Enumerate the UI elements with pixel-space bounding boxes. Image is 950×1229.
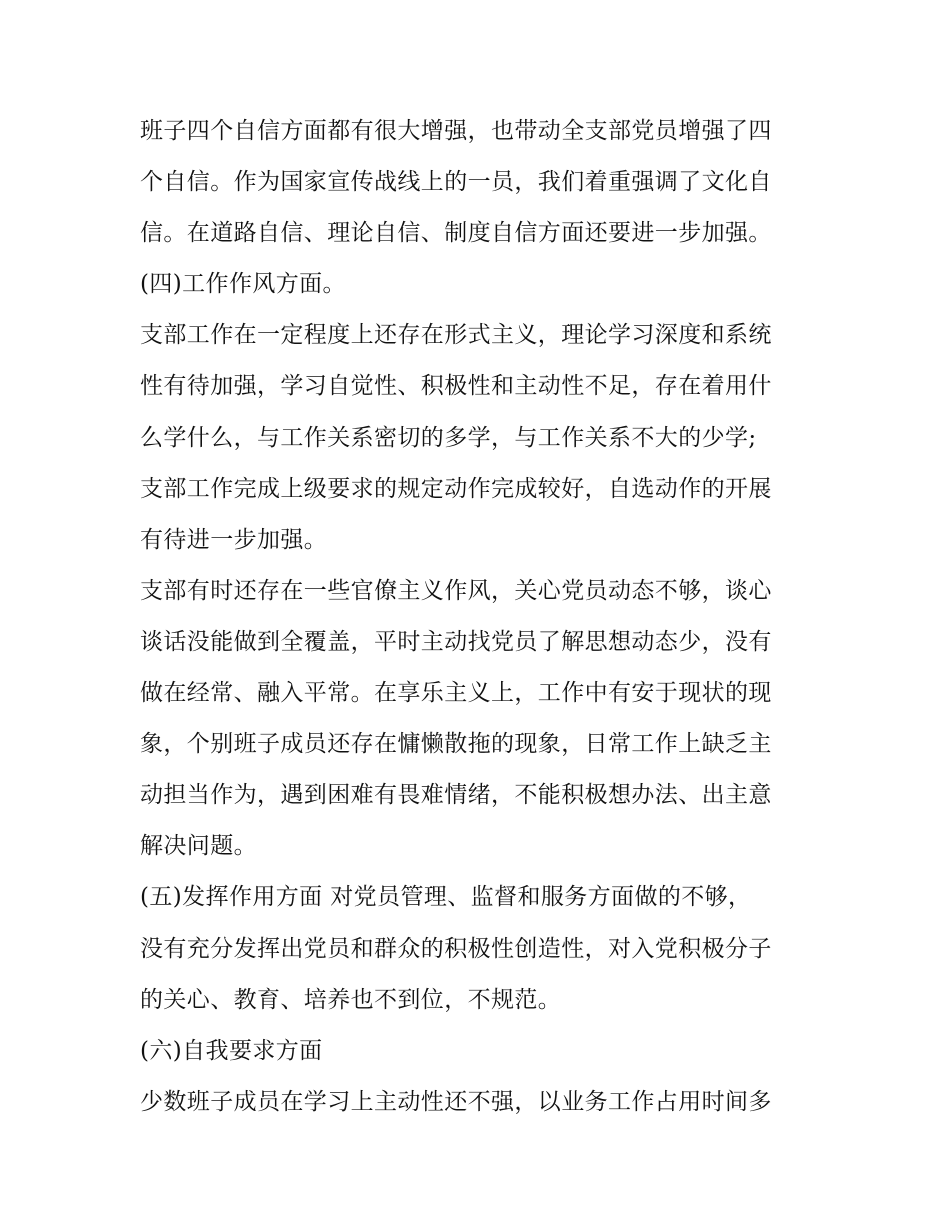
- text-line: 支部有时还存在一些官僚主义作风，关心党员动态不够，谈心: [140, 577, 772, 604]
- text-line: 少数班子成员在学习上主动性还不强，以业务工作占用时间多: [140, 1088, 772, 1115]
- document-body: [140, 106, 820, 1128]
- text-line: 象，个别班子成员还存在慵懒散拖的现象，日常工作上缺乏主: [140, 731, 772, 758]
- section-heading-role: (五)发挥作用方面 对党员管理、监督和服务方面做的不够，: [140, 884, 752, 911]
- text-line: 做在经常、融入平常。在享乐主义上，工作中有安于现状的现: [140, 680, 772, 707]
- text-line: 动担当作为，遇到困难有畏难情绪，不能积极想办法、出主意: [140, 782, 772, 809]
- text-line: 谈话没能做到全覆盖，平时主动找党员了解思想动态少，没有: [140, 628, 772, 655]
- text-line: 班子四个自信方面都有很大增强，也带动全支部党员增强了四: [140, 118, 772, 144]
- text-line: 有待进一步加强。: [140, 526, 328, 553]
- section-heading-work-style: (四)工作作风方面。: [140, 271, 346, 298]
- text-line: 个自信。作为国家宣传战线上的一员，我们着重强调了文化自: [140, 169, 772, 196]
- text-line: 性有待加强，学习自觉性、积极性和主动性不足，存在着用什: [140, 373, 772, 400]
- text-line: 信。在道路自信、理论自信、制度自信方面还要进一步加强。: [140, 220, 772, 247]
- text-line: 的关心、教育、培养也不到位，不规范。: [140, 986, 562, 1013]
- text-line: 没有充分发挥出党员和群众的积极性创造性，对入党积极分子: [140, 935, 772, 962]
- text-line: 支部工作完成上级要求的规定动作完成较好，自选动作的开展: [140, 475, 772, 502]
- section-heading-self-requirements: (六)自我要求方面: [140, 1037, 323, 1064]
- text-line: 解决问题。: [140, 833, 257, 860]
- text-line: 支部工作在一定程度上还存在形式主义，理论学习深度和系统: [140, 322, 772, 349]
- text-line: 么学什么，与工作关系密切的多学，与工作关系不大的少学;: [140, 424, 757, 451]
